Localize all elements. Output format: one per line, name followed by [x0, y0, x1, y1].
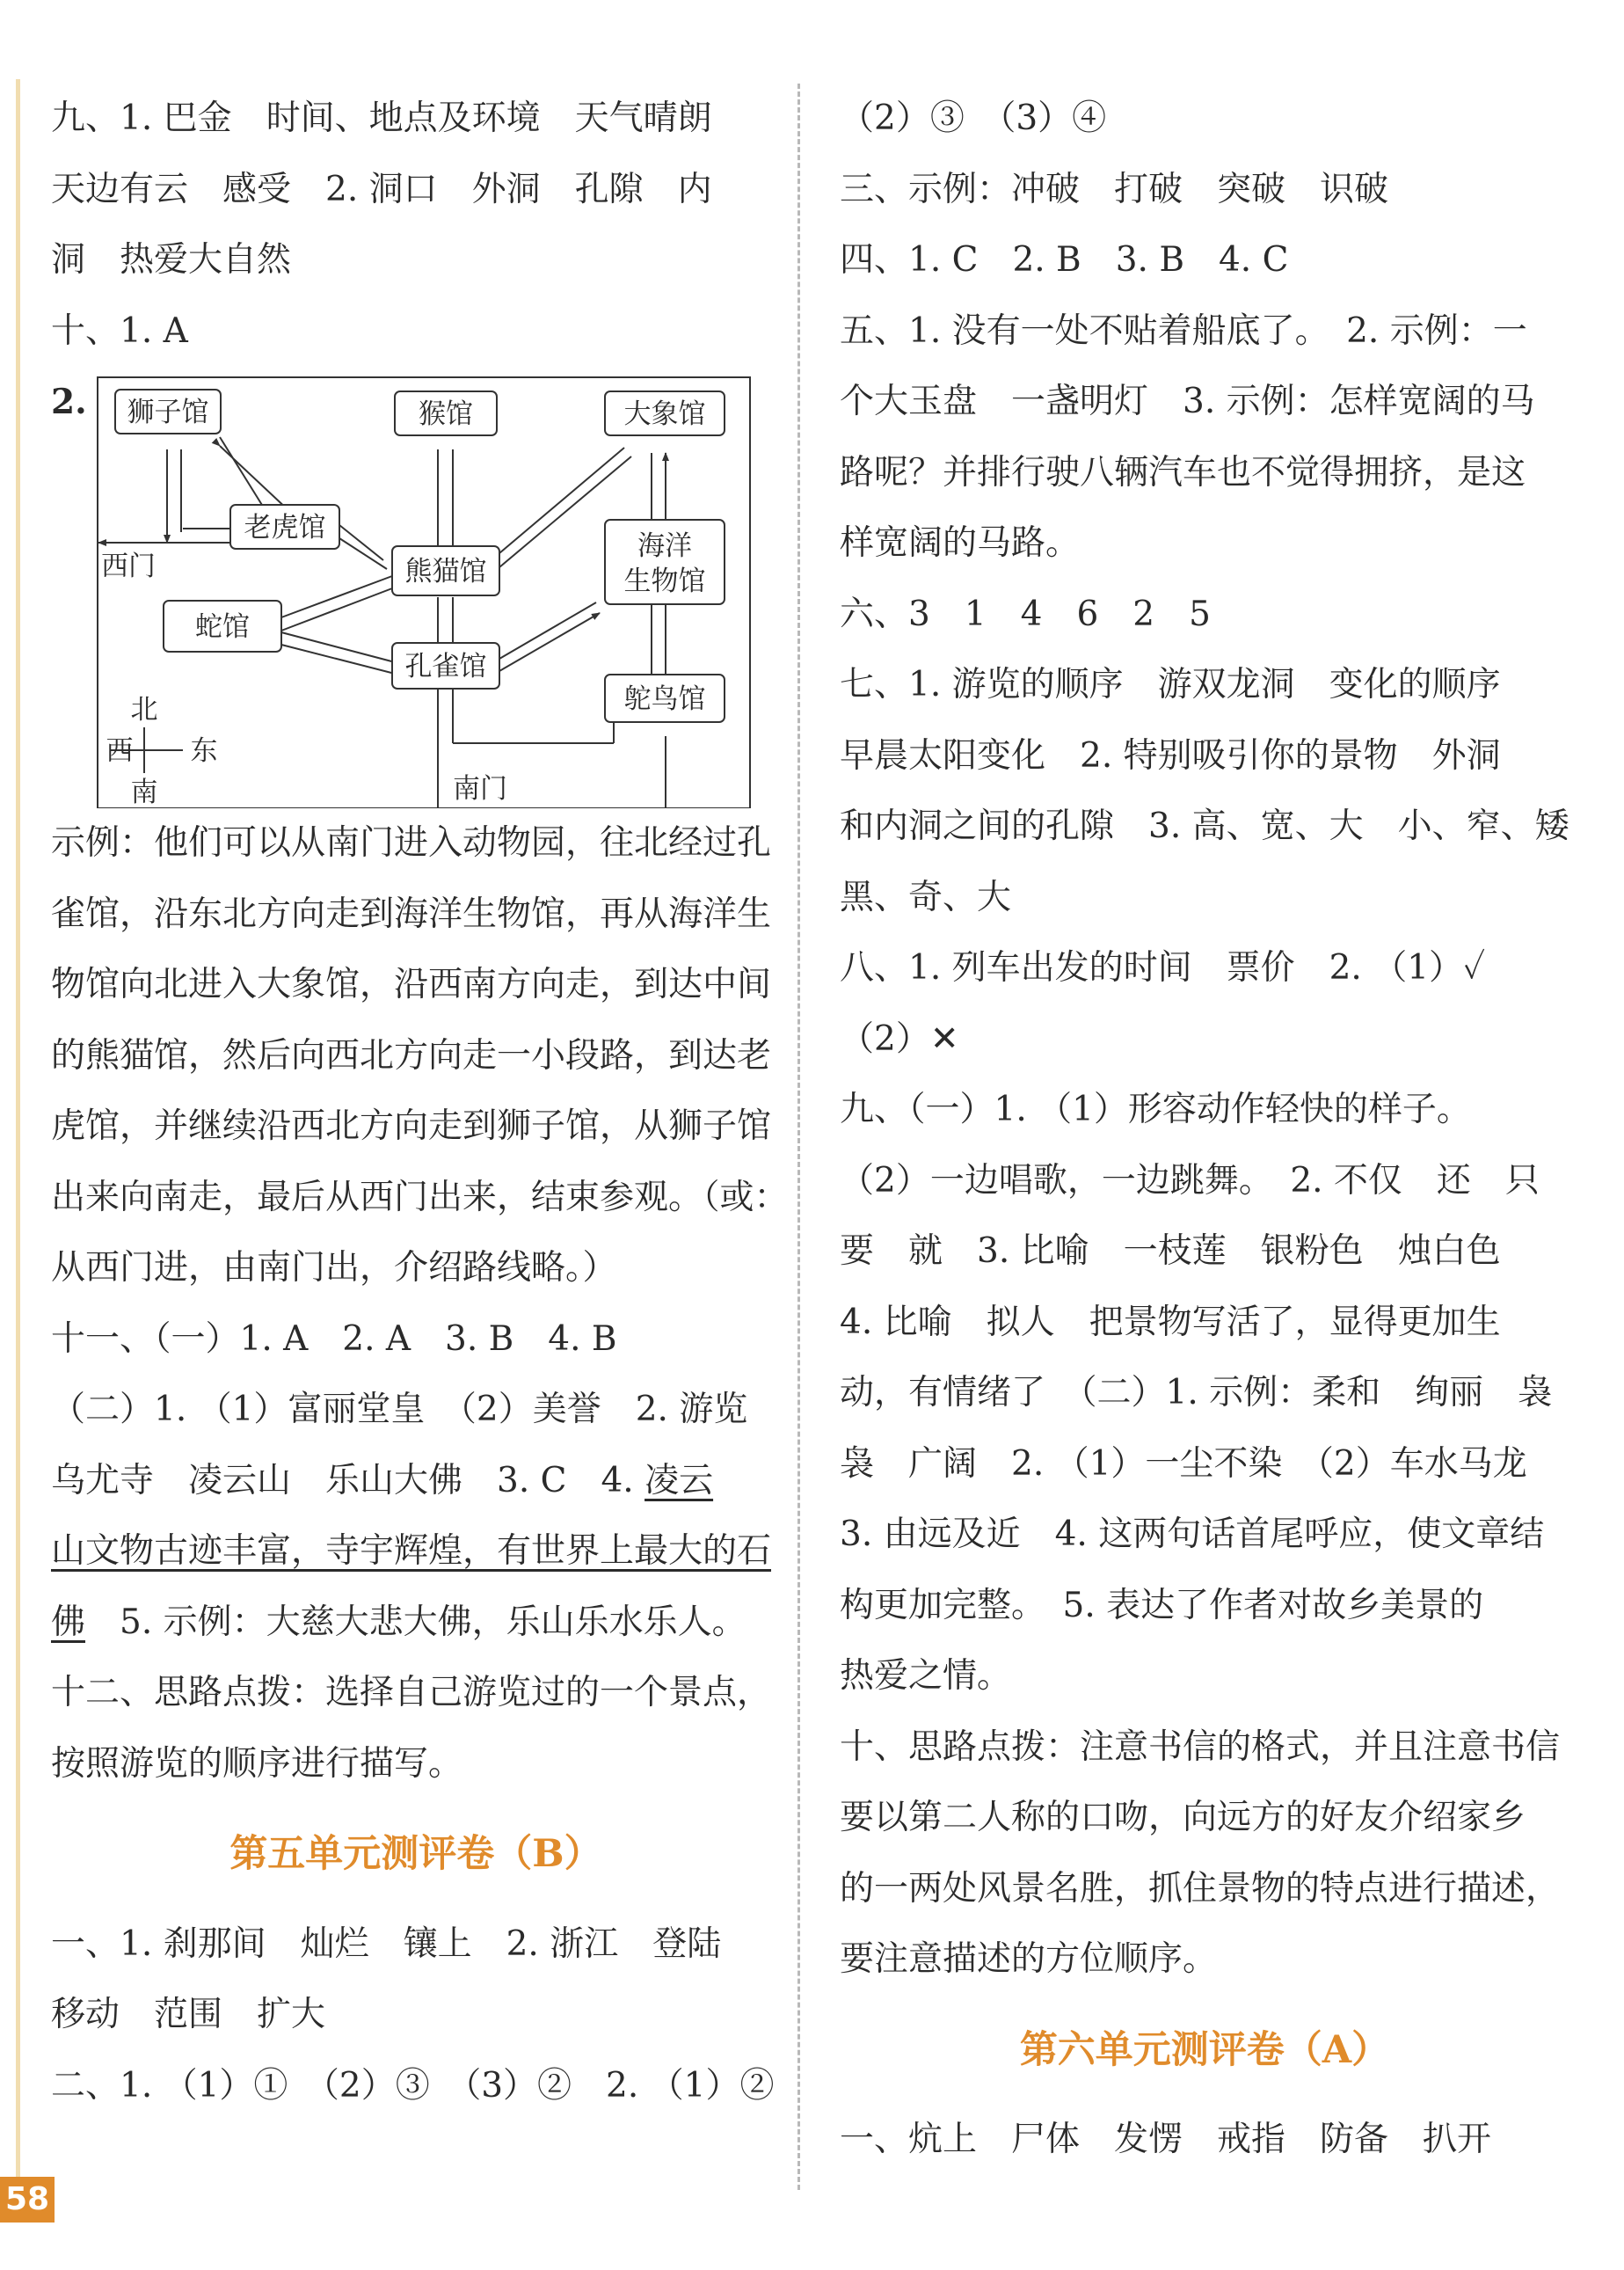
monkey-label: 猴馆 [419, 398, 473, 430]
answer-line: 样宽阔的马路。 [840, 523, 1081, 563]
peacock-label: 孔雀馆 [404, 651, 487, 682]
answer-line: 要以第二人称的口吻，向远方的好友介绍家乡 [840, 1798, 1526, 1837]
answer-line: 和内洞之间的孔隙 3. 高、宽、大 小、窄、矮 [840, 807, 1569, 846]
section-heading-unit5-b: 第五单元测评卷（B） [229, 1832, 602, 1876]
answer-line: （2）③ （3）④ [840, 99, 1107, 138]
answer-line: 按照游览的顺序进行描写。 [51, 1743, 463, 1784]
answer-line: 动，有情绪了 （二）1. 示例：柔和 绚丽 袅 [840, 1373, 1553, 1412]
answer-text: 5. 示例：大慈大悲大佛，乐山乐水乐人。 [85, 1602, 746, 1642]
answer-line: 九、（一）1. （1）形容动作轻快的样子。 [840, 1090, 1471, 1129]
answer-line: 八、1. 列车出发的时间 票价 2. （1）✓ [840, 948, 1486, 988]
ocean-label-2: 生物馆 [623, 566, 706, 597]
zoo-map-diagram [51, 367, 781, 808]
lion-label: 狮子馆 [127, 397, 209, 428]
answer-line: 袅 广阔 2. （1）一尘不染 （2）车水马龙 [840, 1443, 1527, 1484]
elephant-label: 大象馆 [623, 398, 706, 430]
answer-line: 黑、奇、大 [840, 877, 1012, 917]
answer-line: 一、炕上 尸体 发愣 戒指 防备 扒开 [840, 2120, 1492, 2159]
compass-east: 东 [190, 735, 218, 767]
answer-line: 要 就 3. 比喻 一枝莲 银粉色 烛白色 [840, 1231, 1501, 1271]
answer-line: 路呢？并排行驶八辆汽车也不觉得拥挤，是这 [840, 452, 1526, 493]
answer-line: （2）一边唱歌，一边跳舞。 2. 不仅 还 只 [840, 1160, 1540, 1201]
compass-south: 南 [130, 777, 158, 808]
answer-line: 九、1. 巴金 时间、地点及环境 天气晴朗 [51, 99, 712, 138]
answer-line: 十、思路点拨：注意书信的格式，并且注意书信 [840, 1726, 1561, 1767]
answer-line: 的一两处风景名胜，抓住景物的特点进行描述， [840, 1868, 1561, 1909]
answer-line: 个大玉盘 一盏明灯 3. 示例：怎样宽阔的马 [840, 382, 1535, 421]
page-number: 58 [0, 2177, 55, 2223]
answer-line: 一、1. 刹那间 灿烂 镶上 2. 浙江 登陆 [51, 1923, 722, 1964]
answer-line [51, 1588, 781, 1659]
answer-line: 物馆向北进入大象馆，沿西南方向走，到达中间 [51, 965, 772, 1004]
answer-line: 洞 热爱大自然 [51, 240, 292, 280]
answer-line: 二、1. （1）① （2）③ （3）② 2. （1）② [51, 2065, 775, 2106]
answer-line [51, 1516, 781, 1588]
answer-line: 三、示例：冲破 打破 突破 识破 [840, 169, 1389, 209]
left-column [51, 84, 789, 2121]
answer-line: 雀馆，沿东北方向走到海洋生物馆，再从海洋生 [51, 894, 772, 934]
answer-line: 从西门进，由南门出，介绍路线略。） [51, 1248, 617, 1288]
answer-line: 六、3 1 4 6 2 5 [840, 594, 1211, 634]
zoo-map-svg [51, 367, 790, 808]
answer-line: 虎馆，并继续沿西北方向走到狮子馆，从狮子馆 [51, 1106, 772, 1146]
compass-west: 西 [106, 735, 134, 767]
underlined-answer: 山文物古迹丰富，寺宇辉煌，有世界上最大的石 [51, 1531, 772, 1571]
answer-line: 十一、（一）1. A 2. A 3. B 4. B [51, 1318, 617, 1359]
ostrich-label: 鸵鸟馆 [623, 683, 706, 715]
compass-north: 北 [130, 694, 158, 726]
answer-line: 天边有云 感受 2. 洞口 外洞 孔隙 内 [51, 169, 712, 209]
answer-line: 早晨太阳变化 2. 特别吸引你的景物 外洞 [840, 735, 1501, 776]
section-heading-unit6-a: 第六单元测评卷（A） [1019, 2027, 1390, 2072]
answer-line: （二）1. （1）富丽堂皇 （2）美誉 2. 游览 [51, 1390, 748, 1429]
snake-label: 蛇馆 [195, 611, 250, 643]
answer-line: 4. 比喻 拟人 把景物写活了，显得更加生 [840, 1302, 1501, 1342]
answer-line: 七、1. 游览的顺序 游双龙洞 变化的顺序 [840, 665, 1501, 704]
answer-line: 五、1. 没有一处不贴着船底了。 2. 示例：一 [840, 310, 1527, 351]
west-gate-label: 西门 [101, 551, 156, 582]
answer-line: 的熊猫馆，然后向西北方向走一小段路，到达老 [51, 1035, 772, 1076]
answer-line: 要注意描述的方位顺序。 [840, 1939, 1218, 1979]
answer-line: 十、1. A [51, 310, 188, 351]
tiger-label: 老虎馆 [244, 512, 326, 544]
answer-line: 构更加完整。 5. 表达了作者对故乡美景的 [840, 1585, 1484, 1625]
panda-label: 熊猫馆 [404, 556, 487, 588]
left-margin-bar [16, 79, 20, 2186]
answer-line: 出来向南走，最后从西门出来，结束参观。（或： [51, 1177, 789, 1217]
underlined-answer: 凌云 [645, 1460, 714, 1500]
answer-text: 乌尤寺 凌云山 乐山大佛 3. C 4. [51, 1460, 645, 1500]
ocean-label-1: 海洋 [637, 530, 692, 562]
answer-line: 热爱之情。 [840, 1656, 1012, 1696]
answer-line: 3. 由远及近 4. 这两句话首尾呼应，使文章结 [840, 1515, 1545, 1554]
answer-line [51, 1446, 781, 1517]
answer-line: 移动 范围 扩大 [51, 1995, 326, 2034]
answer-line: 四、1. C 2. B 3. B 4. C [840, 240, 1289, 280]
underlined-answer: 佛 [51, 1602, 86, 1642]
diagram-number: 2. [51, 382, 87, 422]
answer-line: 十二、思路点拨：选择自己游览过的一个景点， [51, 1673, 772, 1712]
answer-line: （2）✕ [840, 1018, 959, 1059]
answer-line: 示例：他们可以从南门进入动物园，往北经过孔 [51, 823, 772, 863]
right-column [840, 84, 1569, 2176]
south-gate-label: 南门 [453, 773, 507, 805]
column-divider [797, 84, 800, 2190]
